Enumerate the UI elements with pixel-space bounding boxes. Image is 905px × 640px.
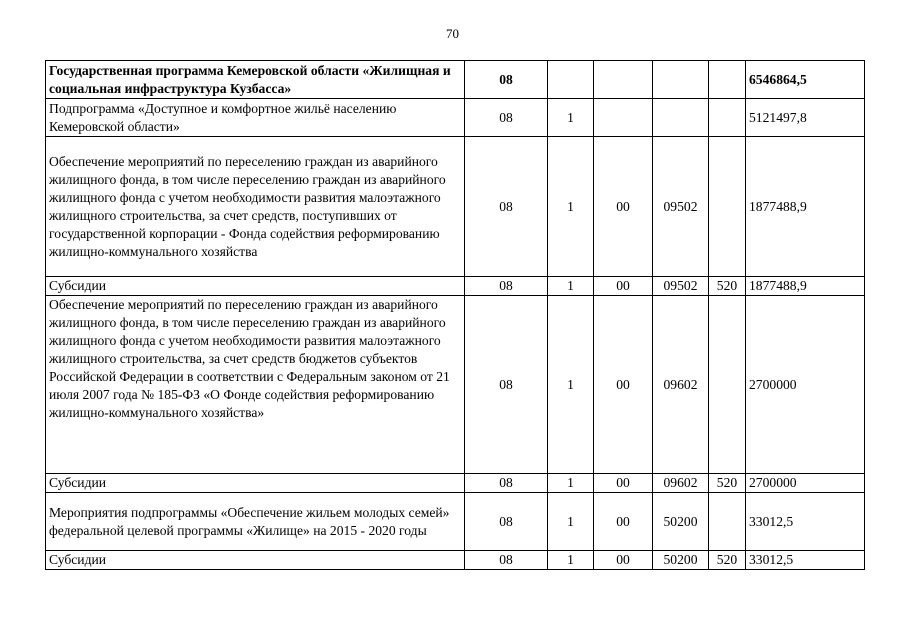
- group-code: [594, 99, 653, 137]
- subprogram-code: [548, 61, 594, 99]
- subprogram-code: 1: [548, 551, 594, 570]
- expense-type-code: 520: [709, 551, 746, 570]
- amount: 1877488,9: [746, 137, 865, 277]
- group-code: 00: [594, 474, 653, 493]
- direction-code: [653, 99, 709, 137]
- expense-type-code: [709, 137, 746, 277]
- department-code: 08: [465, 296, 548, 474]
- amount: 33012,5: [746, 551, 865, 570]
- expense-type-code: [709, 61, 746, 99]
- direction-code: 09502: [653, 137, 709, 277]
- group-code: 00: [594, 551, 653, 570]
- subprogram-code: 1: [548, 474, 594, 493]
- amount: 1877488,9: [746, 277, 865, 296]
- table-row: [46, 474, 865, 493]
- group-code: 00: [594, 493, 653, 551]
- page-number: 70: [446, 26, 459, 41]
- direction-code: [653, 61, 709, 99]
- subprogram-code: 1: [548, 493, 594, 551]
- subprogram-code: 1: [548, 137, 594, 277]
- amount: 5121497,8: [746, 99, 865, 137]
- expense-type-code: 520: [709, 474, 746, 493]
- table-row: [46, 296, 865, 474]
- expense-type-code: 520: [709, 277, 746, 296]
- subprogram-code: 1: [548, 296, 594, 474]
- department-code: 08: [465, 61, 548, 99]
- group-code: 00: [594, 296, 653, 474]
- direction-code: 09502: [653, 277, 709, 296]
- amount: 2700000: [746, 296, 865, 474]
- amount: 6546864,5: [746, 61, 865, 99]
- table-row: [46, 99, 865, 137]
- direction-code: 50200: [653, 551, 709, 570]
- expense-type-code: [709, 493, 746, 551]
- group-code: [594, 61, 653, 99]
- group-code: 00: [594, 277, 653, 296]
- department-code: 08: [465, 277, 548, 296]
- table-row: [46, 277, 865, 296]
- expense-type-code: [709, 296, 746, 474]
- table-row: [46, 137, 865, 277]
- direction-code: 09602: [653, 474, 709, 493]
- row-name: Субсидии: [46, 277, 465, 296]
- subprogram-code: 1: [548, 277, 594, 296]
- row-name: Субсидии: [46, 474, 465, 493]
- department-code: 08: [465, 99, 548, 137]
- row-name: Государственная программа Кемеровской области «Жилищная и социальная инфраструктура Кузбасса»: [46, 61, 465, 99]
- row-name: Субсидии: [46, 551, 465, 570]
- table-row: [46, 493, 865, 551]
- row-name: Обеспечение мероприятий по переселению граждан из аварийного жилищного фонда, в том числе переселению граждан из аварийного жилищного фонда с учетом необходимости развития малоэтажного жилищного строительства, за счет средств бюджетов субъектов Российской Федерации в соответствии с Федеральным законом от 21 июля 2007 года № 185-ФЗ «О Фонде содействия реформированию жилищно-коммунального хозяйства»: [46, 296, 465, 474]
- table-row: [46, 61, 865, 99]
- subprogram-code: 1: [548, 99, 594, 137]
- department-code: 08: [465, 493, 548, 551]
- table-row: [46, 551, 865, 570]
- expense-type-code: [709, 99, 746, 137]
- budget-table: [45, 60, 865, 570]
- direction-code: 50200: [653, 493, 709, 551]
- direction-code: 09602: [653, 296, 709, 474]
- row-name: Подпрограмма «Доступное и комфортное жильё населению Кемеровской области»: [46, 99, 465, 137]
- row-name: Обеспечение мероприятий по переселению граждан из аварийного жилищного фонда, в том числе переселению граждан из аварийного жилищного фонда с учетом необходимости развития малоэтажного жилищного строительства, за счет средств, поступивших от государственной корпорации - Фонда содействия реформированию жилищно-коммунального хозяйства: [46, 137, 465, 277]
- row-name: Мероприятия подпрограммы «Обеспечение жильем молодых семей» федеральной целевой программы «Жилище» на 2015 - 2020 годы: [46, 493, 465, 551]
- amount: 33012,5: [746, 493, 865, 551]
- department-code: 08: [465, 551, 548, 570]
- group-code: 00: [594, 137, 653, 277]
- amount: 2700000: [746, 474, 865, 493]
- department-code: 08: [465, 474, 548, 493]
- department-code: 08: [465, 137, 548, 277]
